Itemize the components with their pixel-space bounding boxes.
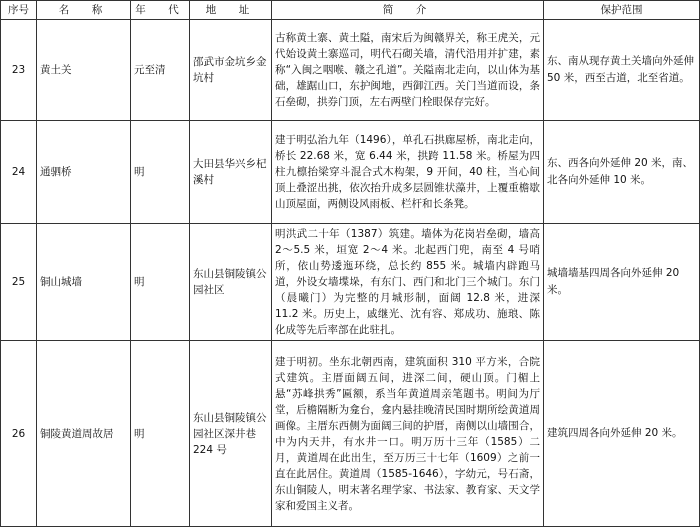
cell-era: 明: [131, 341, 190, 527]
cell-no: 26: [1, 341, 37, 527]
cell-address: 东山县铜陵镇公园社区深井巷 224 号: [190, 341, 272, 527]
header-scope: 保护范围: [544, 1, 700, 20]
table-row: [1, 121, 700, 224]
cell-no: 25: [1, 224, 37, 341]
cell-no: 23: [1, 20, 37, 121]
cell-intro: 建于明初。坐东北朝西南，建筑面积 310 平方米，合院式建筑。主厝面阔五间，进深二间，硬山顶。门楣上悬“苏峰拱秀”匾额，系当年黄道周亲笔题书。明间为厅堂，后檐隔断为龛台，龛内悬挂晚清民国时期所绘黄道周画像。主厝东西侧为面阔三间的护厝，南侧以山墙围合，中为内天井，有水井一口。明万历十三年（1585）二月，黄道周在此出生，至万历三十七年（1609）之前一直在此居住。黄道周（1585-1646），字幼元，号石斋，东山铜陵人，明末著名理学家、书法家、教育家、天文学家和爱国主义者。: [272, 341, 544, 527]
header-row: [1, 1, 700, 20]
header-era: 年 代: [131, 1, 190, 20]
header-intro: 简 介: [272, 1, 544, 20]
cell-name: 黄土关: [37, 20, 131, 121]
cell-scope: 东、西各向外延伸 20 米，南、北各向外延伸 10 米。: [544, 121, 700, 224]
cell-era: 明: [131, 121, 190, 224]
cell-address: 大田县华兴乡杞溪村: [190, 121, 272, 224]
header-no: 序号: [1, 1, 37, 20]
cell-scope: 城墙墙基四周各向外延伸 20 米。: [544, 224, 700, 341]
cell-intro: 明洪武二十年（1387）筑建。墙体为花岗岩垒砌，墙高 2～5.5 米，垣宽 2～4 米。北起西门兜，南至 4 号哨所，依山势逶迤环绕，总长约 855 米。城墙内辟跑马道，外设女墙堞垛，有东门、西门和北门三个城门。东门（晨曦门）为完整的月城形制，面阔 12.8 米，进深 11.2 米。历史上，戚继光、沈有容、郑成功、施琅、陈化成等先后率部在此驻扎。: [272, 224, 544, 341]
cell-era: 元至清: [131, 20, 190, 121]
cell-name: 通驷桥: [37, 121, 131, 224]
cell-address: 邵武市金坑乡金坑村: [190, 20, 272, 121]
cell-no: 24: [1, 121, 37, 224]
header-address: 地 址: [190, 1, 272, 20]
cell-address: 东山县铜陵镇公园社区: [190, 224, 272, 341]
cell-scope: 建筑四周各向外延伸 20 米。: [544, 341, 700, 527]
cell-name: 铜陵黄道周故居: [37, 341, 131, 527]
cell-name: 铜山城墙: [37, 224, 131, 341]
table-row: [1, 224, 700, 341]
header-name: 名 称: [37, 1, 131, 20]
cell-era: 明: [131, 224, 190, 341]
cell-scope: 东、南从现存黄土关墙向外延伸 50 米，西至古道，北至省道。: [544, 20, 700, 121]
cell-intro: 建于明弘治九年（1496），单孔石拱廊屋桥，南北走向，桥长 22.68 米，宽 6.44 米，拱跨 11.58 米。桥屋为四柱九檩抬梁穿斗混合式木构架，9 开间，40 柱，当心间顶上叠涩出挑，依次抬升成多层圆锥状藻井，上覆重檐歇山顶屋面，两侧设风雨板、栏杆和长条凳。: [272, 121, 544, 224]
table-row: [1, 341, 700, 527]
cell-intro: 古称黄土寨、黄土隘，南宋后为闽赣界关，称王虎关，元代始设黄土寨巡司，明代石砌关墙，清代沿用并扩建，素称“入闽之咽喉、赣之孔道”。关隘南北走向，以山体为基础，雄踞山口，东护闽地，西御江西。关门当道而设，条石垒砌，拱券门顶，左右两壁门栓眼保存完好。: [272, 20, 544, 121]
table-row: [1, 20, 700, 121]
